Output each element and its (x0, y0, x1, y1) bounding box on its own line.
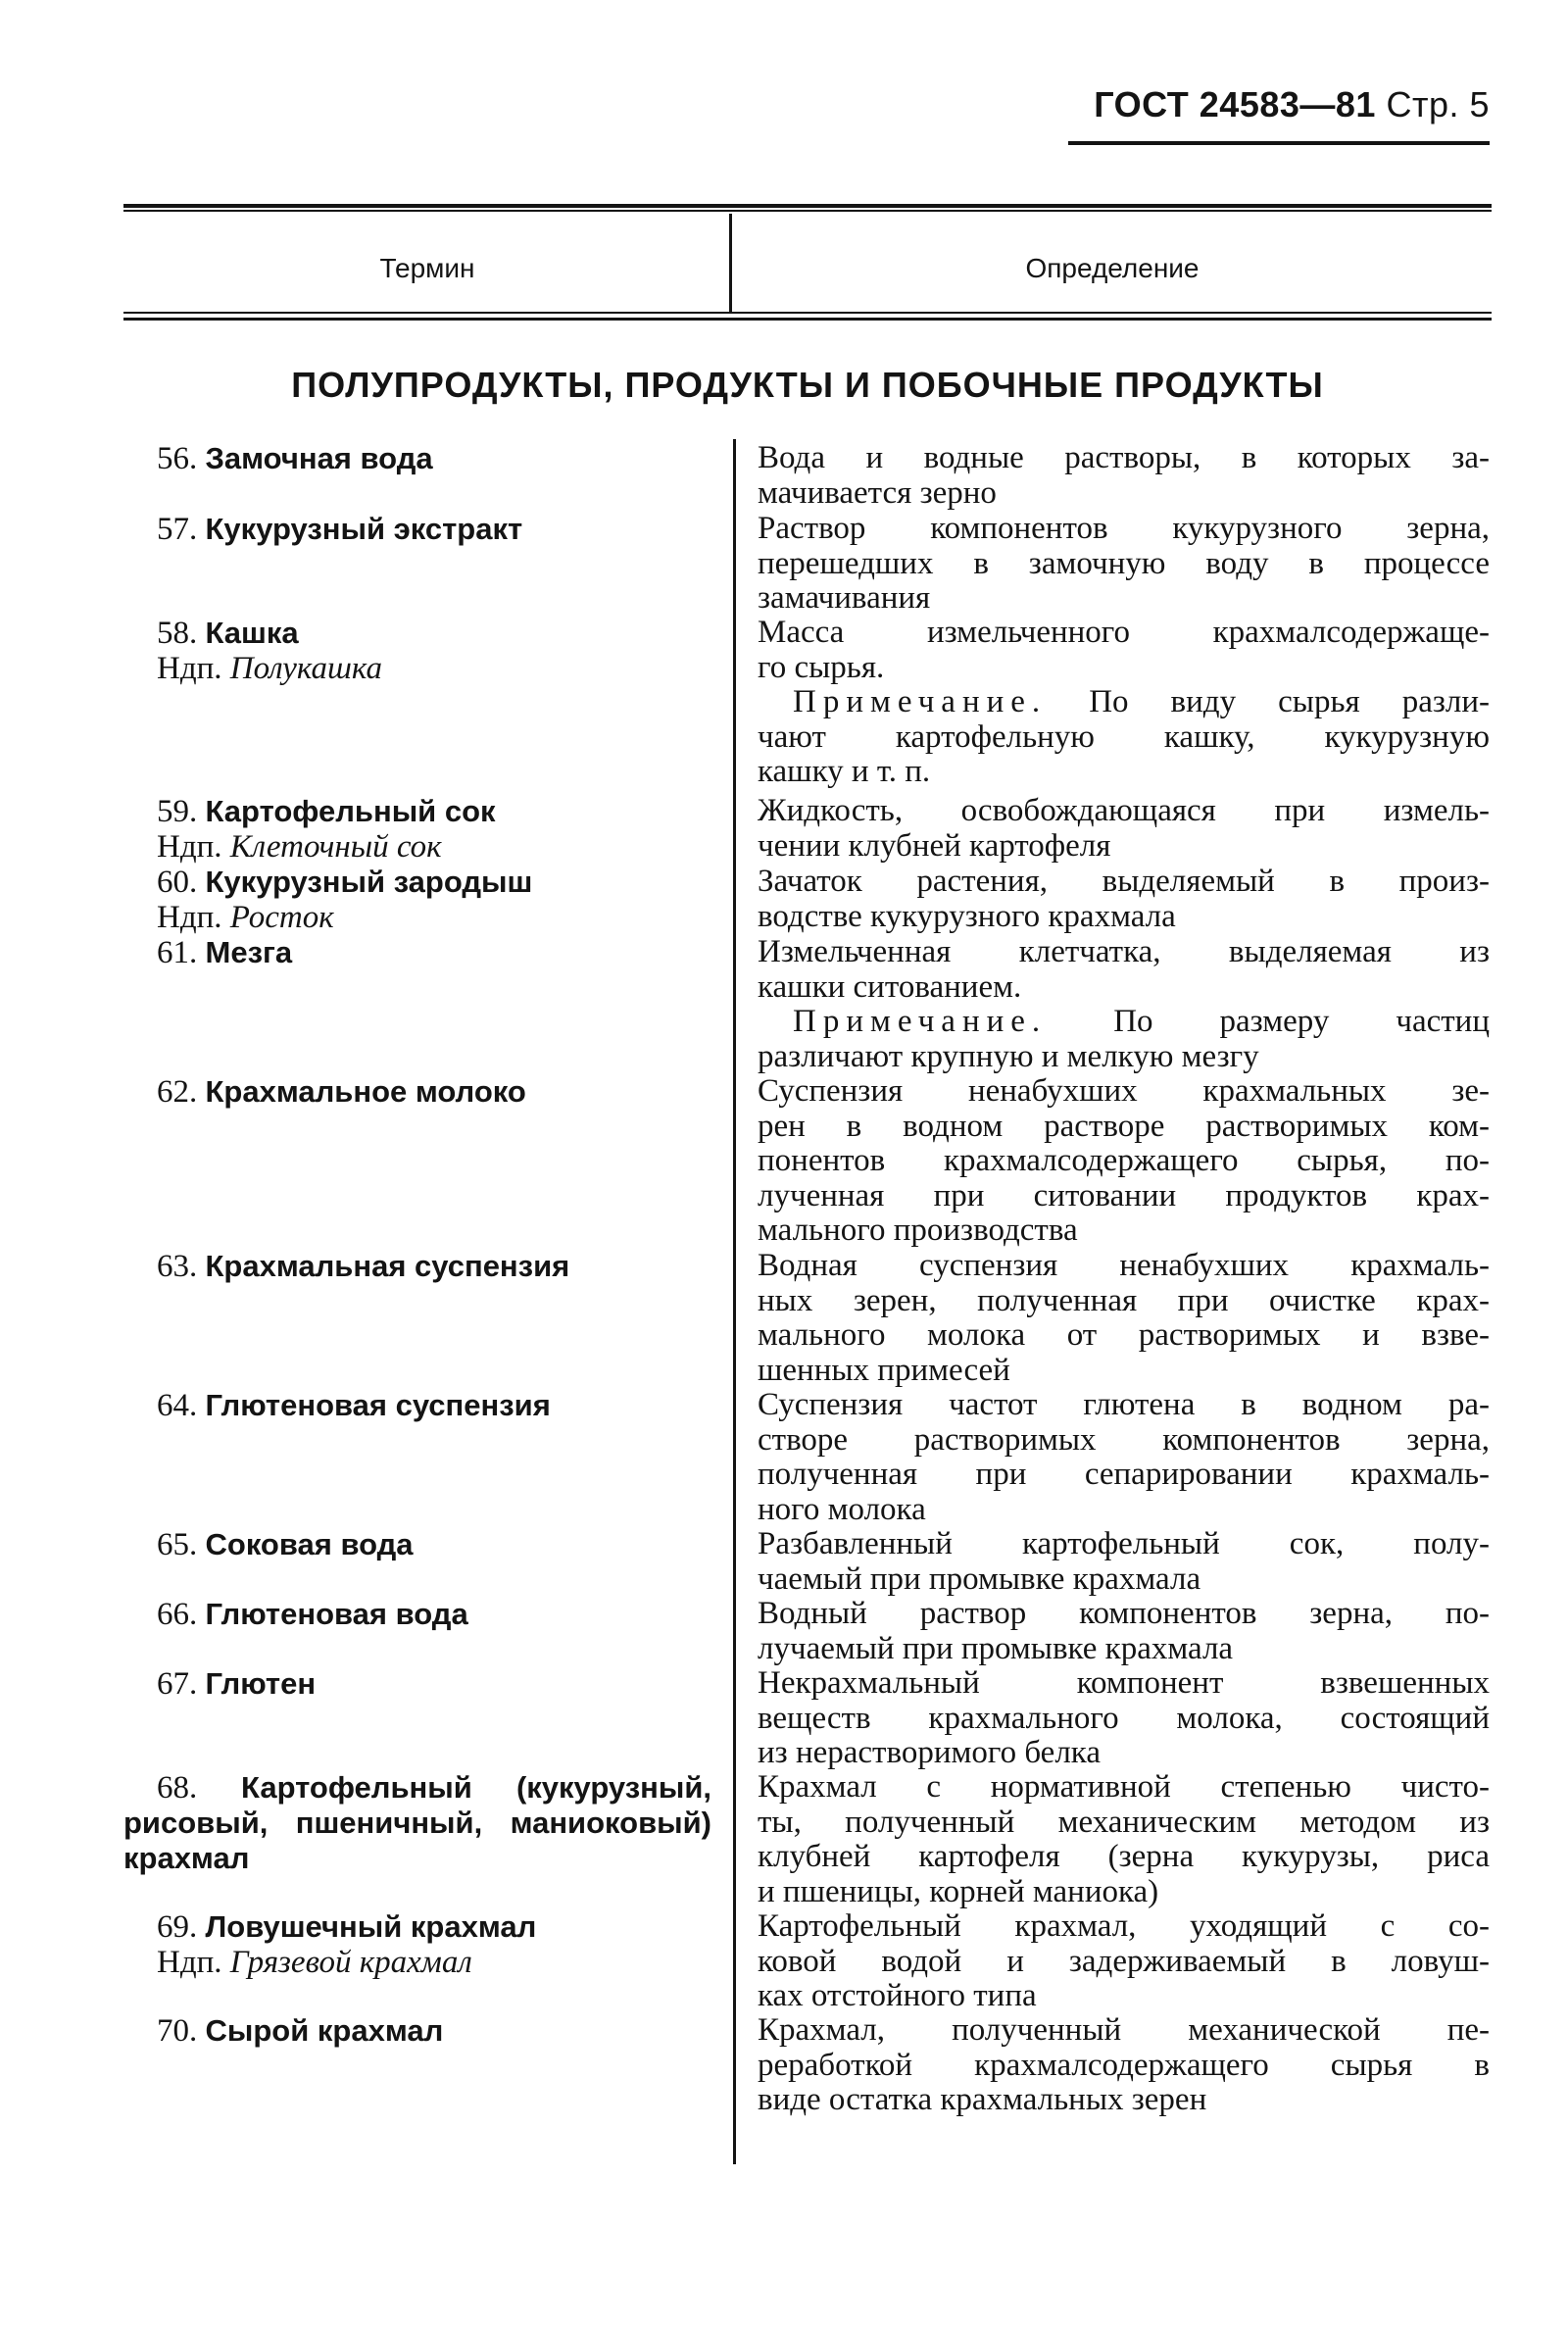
note-label: Примечание. (793, 684, 1048, 719)
definition-line: Зачаток растения, выделяемый в произ- (758, 864, 1490, 899)
term-name: Кукурузный экстракт (205, 512, 523, 546)
definition-68 (758, 1770, 1490, 1909)
note-text: По размеру частиц (1113, 1004, 1490, 1039)
definition-line: понентов крахмалсодержащего сырья, по- (758, 1143, 1490, 1178)
definition-line: перешедших в замочную воду в процессе (758, 545, 1490, 581)
definition-line: чении клубней картофеля (758, 827, 1111, 864)
note-line: чают картофельную кашку, кукурузную (758, 718, 1490, 755)
definition-69 (758, 1909, 1490, 2014)
term-57 (157, 512, 720, 547)
term-65 (157, 1527, 720, 1562)
definition-64 (758, 1388, 1490, 1527)
term-name: Картофельный сок (205, 794, 496, 828)
header-divider (729, 214, 732, 312)
definition-59 (758, 794, 1490, 864)
term-68 (123, 1770, 711, 1876)
doc-code: ГОСТ 24583—81 (1094, 84, 1376, 124)
definition-67 (758, 1666, 1490, 1771)
definition-57 (758, 512, 1490, 617)
term-name: Глютеновая суспензия (205, 1388, 551, 1422)
definition-line: Водный раствор компонентов зерна, по- (758, 1596, 1490, 1631)
term-name: Мезга (205, 935, 293, 969)
definition-line: виде остатка крахмальных зерен (758, 2082, 1207, 2117)
term-number: 57. (157, 512, 198, 547)
definition-70 (758, 2013, 1490, 2118)
column-header-term: Термин (379, 253, 475, 283)
definition-line: лученная при ситовании продуктов крах- (758, 1177, 1490, 1213)
term-number: 59. (157, 794, 198, 829)
table-header-rule-thick (123, 318, 1492, 321)
term-61 (157, 935, 720, 970)
term-60 (157, 865, 720, 935)
term-name: Соковая вода (205, 1527, 414, 1561)
column-divider (733, 439, 736, 2164)
table-top-rule (123, 204, 1492, 208)
definition-line: полученная при сепарировании крахмаль- (758, 1457, 1490, 1492)
definition-line: Суспензия частот глютена в водном ра- (758, 1387, 1490, 1422)
page-header (1058, 84, 1490, 125)
table-top-rule-thin (123, 210, 1492, 212)
definition-line: водстве кукурузного крахмала (758, 898, 1176, 934)
definition-line: рен в водном растворе растворимых ком- (758, 1108, 1490, 1144)
term-63 (157, 1249, 720, 1284)
definition-line: Некрахмальный компонент взвешенных (758, 1665, 1490, 1701)
term-number: 67. (157, 1666, 198, 1702)
definition-line: ты, полученный механическим методом из (758, 1804, 1490, 1840)
definition-line: реработкой крахмалсодержащего сырья в (758, 2047, 1490, 2083)
definition-66 (758, 1597, 1490, 1666)
ndp-term: Грязевой крахмал (229, 1945, 472, 1980)
term-name: Крахмальное молоко (205, 1074, 526, 1109)
note-line: различают крупную и мелкую мезгу (758, 1038, 1259, 1074)
term-62 (157, 1074, 720, 1110)
term-69 (157, 1909, 720, 1980)
definition-line: створе растворимых компонентов зерна, (758, 1421, 1490, 1458)
definition-line: Раствор компонентов кукурузного зерна, (758, 511, 1490, 546)
definition-61 (758, 935, 1490, 1074)
term-name: Глютен (205, 1666, 317, 1701)
term-59 (157, 794, 720, 865)
term-name: Глютеновая вода (205, 1597, 468, 1631)
definition-line: и пшеницы, корней маниока) (758, 1873, 1159, 1909)
term-number: 63. (157, 1249, 198, 1284)
term-number: 68. (157, 1770, 198, 1806)
definition-58 (758, 616, 1490, 790)
definition-line: Измельченная клетчатка, выделяемая из (758, 934, 1490, 969)
ndp-term: Клеточный сок (229, 829, 442, 865)
note-text: По виду сырья разли- (1089, 684, 1490, 719)
note-line (758, 1005, 1490, 1040)
definition-line: замачивания (758, 580, 931, 616)
term-name: Картофельный (кукурузный, (241, 1770, 712, 1805)
definition-line: чаемый при промывке крахмала (758, 1560, 1201, 1597)
definition-line: Жидкость, освобождающаяся при измель- (758, 793, 1490, 828)
page-label: Стр. 5 (1386, 84, 1490, 124)
term-name: Замочная вода (205, 441, 433, 475)
definition-line: из нерастворимого белка (758, 1735, 1101, 1770)
definition-line: Разбавленный картофельный сок, полу- (758, 1526, 1490, 1561)
term-number: 58. (157, 616, 198, 651)
term-name: Кукурузный зародыш (205, 865, 533, 899)
definition-line: кашки ситованием. (758, 968, 1022, 1005)
term-67 (157, 1666, 720, 1702)
ndp-term: Полукашка (229, 651, 383, 686)
definition-line: лучаемый при промывке крахмала (758, 1630, 1234, 1666)
definition-line: мачивается зерно (758, 474, 997, 511)
term-name: Крахмальная суспензия (205, 1249, 570, 1283)
definition-line: Суспензия ненабухших крахмальных зе- (758, 1073, 1490, 1109)
definition-line: шенных примесей (758, 1352, 1010, 1388)
definition-line: мального молока от растворимых и взве- (758, 1317, 1490, 1353)
definition-line: мального производства (758, 1212, 1078, 1248)
term-number: 56. (157, 441, 198, 476)
definition-line: Вода и водные растворы, в которых за- (758, 440, 1490, 475)
definition-56 (758, 441, 1490, 511)
definition-line: ных зерен, полученная при очистке крах- (758, 1282, 1490, 1318)
ndp-term: Росток (229, 900, 334, 935)
note-label: Примечание. (793, 1004, 1048, 1039)
term-number: 66. (157, 1597, 198, 1632)
definition-line: го сырья. (758, 649, 885, 685)
term-56 (157, 441, 720, 476)
definition-line: Водная суспензия ненабухших крахмаль- (758, 1248, 1490, 1283)
term-66 (157, 1597, 720, 1632)
term-number: 64. (157, 1388, 198, 1423)
term-number: 65. (157, 1527, 198, 1562)
definition-line: Крахмал с нормативной степенью чисто- (758, 1769, 1490, 1805)
section-title: ПОЛУПРОДУКТЫ, ПРОДУКТЫ И ПОБОЧНЫЕ ПРОДУКТЫ (291, 365, 1324, 405)
definition-line: ках отстойного типа (758, 1978, 1037, 2013)
ndp-label: Ндп. (157, 1945, 222, 1980)
column-header-definition: Определение (1025, 253, 1200, 283)
term-number: 69. (157, 1909, 198, 1945)
table-header-rule (123, 312, 1492, 314)
term-name: Кашка (205, 616, 299, 650)
definition-60 (758, 865, 1490, 934)
term-number: 70. (157, 2013, 198, 2049)
term-58 (157, 616, 720, 686)
note-line: кашку и т. п. (758, 754, 931, 789)
ndp-label: Ндп. (157, 651, 222, 686)
definition-line: клубней картофеля (зерна кукурузы, риса (758, 1839, 1490, 1874)
term-name: рисовый, пшеничный, маниоковый) (123, 1806, 711, 1840)
term-name: крахмал (123, 1841, 250, 1875)
term-number: 60. (157, 865, 198, 900)
definition-line: Крахмал, полученный механической пе- (758, 2012, 1490, 2048)
ndp-label: Ндп. (157, 900, 222, 935)
header-rule (1068, 141, 1490, 145)
definition-65 (758, 1527, 1490, 1597)
ndp-label: Ндп. (157, 829, 222, 865)
term-number: 61. (157, 935, 198, 970)
definition-62 (758, 1074, 1490, 1249)
definition-line: ного молока (758, 1491, 926, 1527)
term-name: Сырой крахмал (205, 2013, 444, 2048)
definition-63 (758, 1249, 1490, 1388)
definition-line: ковой водой и задерживаемый в ловуш- (758, 1943, 1490, 1979)
term-64 (157, 1388, 720, 1423)
note-line (758, 685, 1490, 720)
definition-line: Картофельный крахмал, уходящий с со- (758, 1908, 1490, 1944)
definition-line: Масса измельченного крахмалсодержаще- (758, 615, 1490, 650)
definition-line: веществ крахмального молока, состоящий (758, 1700, 1490, 1736)
term-70 (157, 2013, 720, 2049)
term-name: Ловушечный крахмал (205, 1909, 537, 1944)
term-number: 62. (157, 1074, 198, 1110)
